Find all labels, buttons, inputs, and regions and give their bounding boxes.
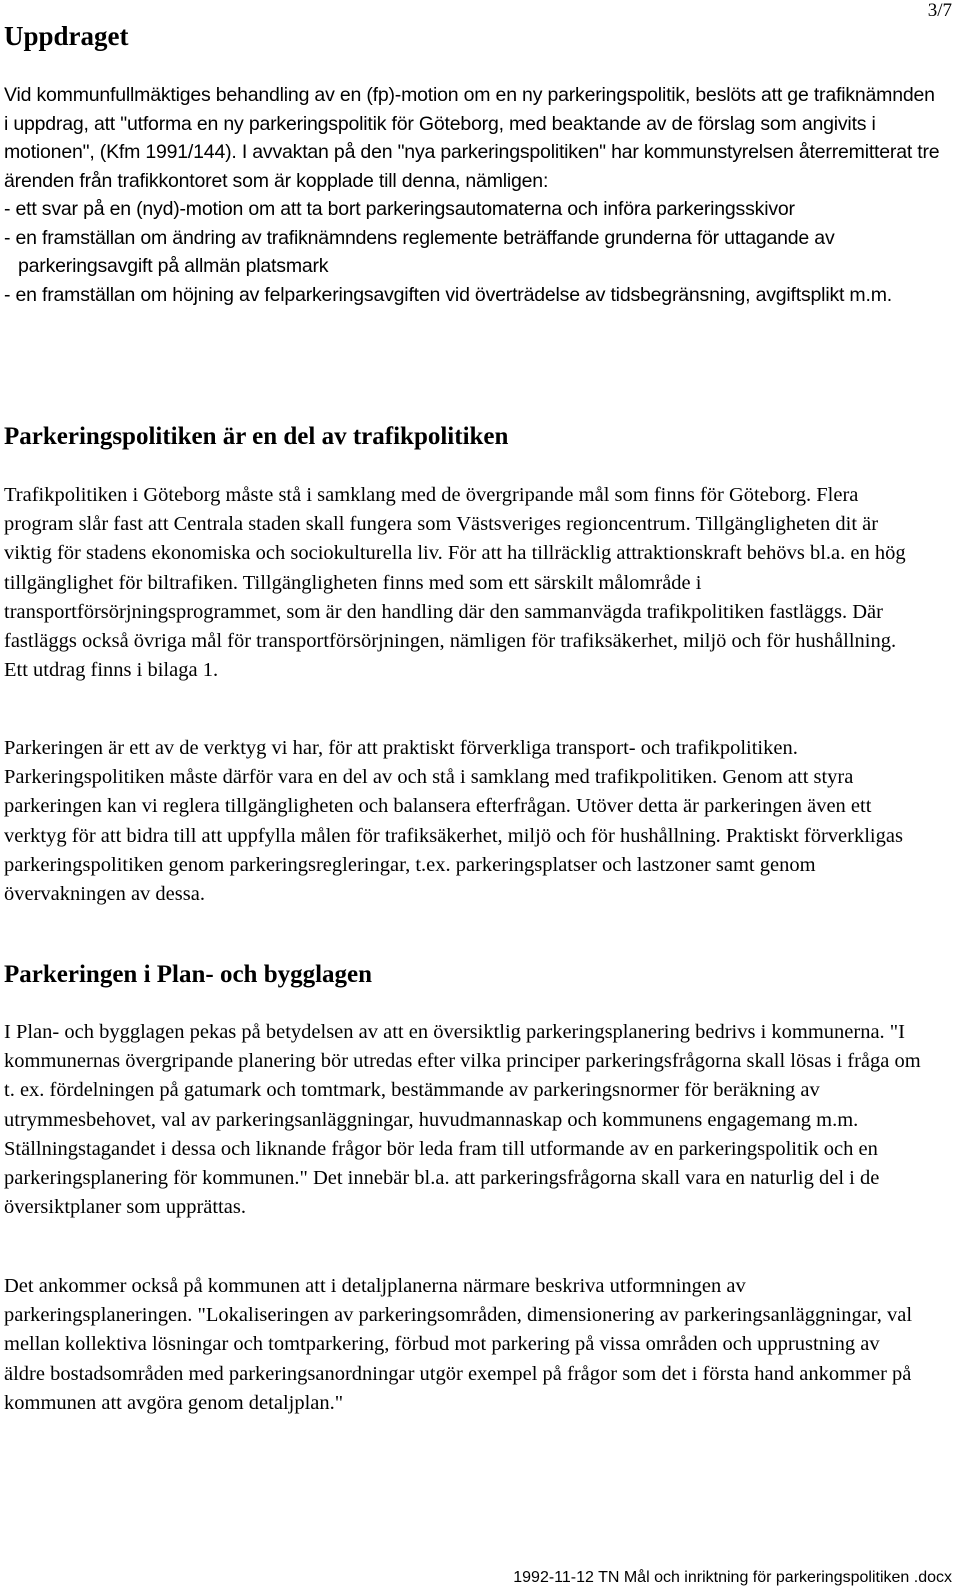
pbl-paragraph-2: Det ankommer också på kommunen att i detaljplanerna närmare beskriva utformningen av parkeringsplaneringen. "Lokaliseringen av parkeringsområden, dimensionering av parkeringsanläggningar, val mellan kollektiva lösningar och tomtparkering, förbud mot parkering på vissa områden och upprustning av äldre bostadsområden med parkeringsanordningar utgör exempel på frågor som det i första hand ankommer på kommunen att avgöra genom detaljplan." [4,1275,913,1414]
heading-trafikpolitik: Parkeringspolitiken är en del av trafikpolitiken [4,423,509,450]
trafik-paragraph-2: Parkeringen är ett av de verktyg vi har, för att praktiskt förverkliga transport- och trafikpolitiken. Parkeringspolitiken måste därför vara en del av och stå i samklang med trafikpolitiken. Genom att styra parkeringen kan vi reglera tillgängligheten och balansera efterfrågan. Utöver detta är parkeringen även ett verktyg för att bidra till att uppfylla målen för trafiksäkerhet, miljö och för hushållning. Praktiskt förverkligas parkeringspolitiken genom parkeringsregleringar, t.ex. parkeringsplatser och lastzoner samt genom övervakningen av dessa. [4,737,903,906]
heading-plan-och-bygglagen: Parkeringen i Plan- och bygglagen [4,961,373,988]
intro-list-item: - en framställan om höjning av felparkeringsavgiften vid överträdelse av tidsbegränsning, avgiftsplikt m.m. [4,283,892,306]
page-number: 3/7 [927,0,952,21]
heading-uppdraget: Uppdraget [4,21,129,51]
pbl-paragraph-1: I Plan- och bygglagen pekas på betydelsen av att en översiktlig parkeringsplanering bedrivs i kommunerna. "I kommunernas övergripande planering bör utredas efter vilka principer parkeringsfrågorna skall lösas i fråga om t. ex. fördelningen på gatumark och tomtmark, bestämmande av parkeringsnormer för beräkning av utrymmesbehovet, val av parkeringsanläggningar, huvudmannaskap och kommunens engagemang m.m. Ställningstagandet i dessa och liknande frågor bör leda fram till utformande av en parkeringspolitik och en parkeringsplanering för kommunen." Det innebär bl.a. att parkeringsfrågorna skall vara en naturlig del i de översiktplaner som upprättas. [4,1021,921,1219]
intro-paragraph: Vid kommunfullmäktiges behandling av en (fp)-motion om en ny parkeringspolitik, beslöts att ge trafiknämnden i uppdrag, att "utforma en ny parkeringspolitik för Göteborg, med beaktande av de förslag som angivits i motionen", (Kfm 1991/144). I avvaktan på den "nya parkeringspolitiken" har kommunstyrelsen återremitterat tre ärenden från trafikkontoret som är kopplade till denna, nämligen: [4,84,940,192]
intro-section [4,81,944,309]
intro-list-item: - ett svar på en (nyd)-motion om att ta bort parkeringsautomaterna och införa parkeringsskivor [4,198,795,220]
intro-list-item: - en framställan om ändring av trafiknämndens reglemente beträffande grunderna för uttagande av parkeringsavgift på allmän platsmark [4,226,835,277]
footer-document-name: 1992-11-12 TN Mål och inriktning för parkeringspolitiken .docx [513,1569,952,1586]
trafik-paragraph-1: Trafikpolitiken i Göteborg måste stå i samklang med de övergripande mål som finns för Göteborg. Flera program slår fast att Centrala staden skall fungera som Västsveriges regioncentrum. Tillgängligheten dit är viktig för stadens ekonomiska och sociokulturella liv. För att ha tillräcklig attraktionskraft behövs bl.a. en hög tillgänglighet för biltrafiken. Tillgängligheten finns med som ett särskilt målområde i transportförsörjningsprogrammet, som är den handling där den sammanvägda trafikpolitiken fastläggs. Där fastläggs också övriga mål för transportförsörjningen, nämligen för trafiksäkerhet, miljö och för hushållning. Ett utdrag finns i bilaga 1. [4,484,906,682]
